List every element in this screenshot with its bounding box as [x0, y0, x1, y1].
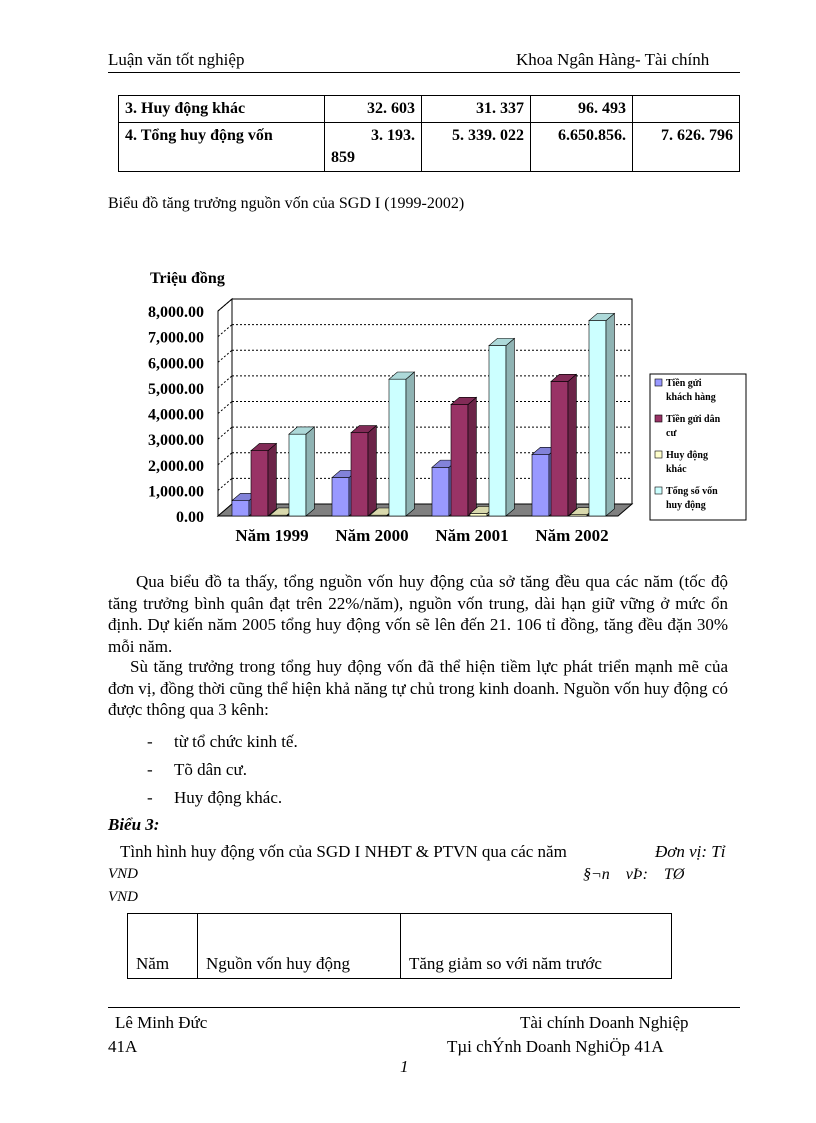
y-tick-label: 6,000.00 [148, 355, 204, 373]
table-intro: Tình hình huy động vốn của SGD I NHĐT & PTVN qua các năm [120, 842, 567, 861]
bar [389, 379, 406, 516]
legend-label: huy động [666, 500, 706, 511]
legend-swatch [655, 451, 662, 458]
legend-label: Tổng số vốn [666, 486, 718, 497]
bar [351, 433, 368, 516]
y-axis-title: Triệu đồng [150, 270, 225, 287]
table-cell: 31. 337 [422, 96, 531, 123]
bar [589, 321, 606, 516]
bar-side [568, 374, 576, 516]
legend-swatch [655, 379, 662, 386]
legend-label: khách hàng [666, 392, 716, 403]
table-cell: 96. 493 [531, 96, 633, 123]
legend-label: cư [666, 428, 677, 439]
bar [470, 514, 487, 516]
x-tick-label: Năm 2000 [335, 526, 409, 545]
bar [432, 467, 449, 516]
y-tick-label: 5,000.00 [148, 380, 204, 398]
unit-label: Đơn vị: Tỉ [655, 842, 726, 861]
x-tick-label: Năm 2001 [435, 526, 509, 545]
table-cell: 4. Tổng huy động vốn [119, 123, 325, 172]
unit-vnd: VND [108, 866, 138, 882]
legend-label: Tiền gửi dân [666, 414, 721, 425]
y-tick-label: 8,000.00 [148, 304, 204, 321]
unit-vnd-2: VND [108, 889, 138, 905]
y-tick-label: 2,000.00 [148, 457, 204, 475]
footer-author: Lê Minh Đức [115, 1013, 208, 1032]
y-tick-label: 4,000.00 [148, 406, 204, 424]
page-number: 1 [400, 1057, 409, 1076]
bar [332, 478, 349, 516]
table-cell: 7. 626. 796 [633, 123, 740, 172]
legend-label: Huy động [666, 450, 708, 461]
bar-side [406, 372, 414, 516]
footer-rule [108, 1007, 740, 1008]
bar [451, 405, 468, 516]
bar-side [306, 427, 314, 516]
bar [532, 455, 549, 517]
chart-caption: Biểu đồ tăng trưởng nguồn vốn của SGD I (1999-2002) [108, 195, 465, 212]
bar-side [606, 313, 614, 516]
footer-garbled: Tµi chÝnh Doanh NghiÖp 41A [447, 1037, 664, 1056]
bar [551, 381, 568, 516]
footer-class: 41A [108, 1037, 138, 1056]
y-tick-label: 7,000.00 [148, 329, 204, 347]
header-left: Luận văn tốt nghiệp [108, 50, 245, 69]
section-label: Biểu 3: [108, 815, 160, 834]
legend-swatch [655, 415, 662, 422]
table-row [128, 914, 672, 979]
bar-side [268, 443, 276, 516]
cell-line: 3. 193. [371, 127, 415, 144]
list-item: - từ tổ chức kinh tế. [147, 732, 298, 751]
table-header-cell: Năm [128, 914, 198, 979]
bar [232, 501, 249, 516]
legend-label: Tiền gửi [666, 378, 702, 389]
x-tick-label: Năm 1999 [235, 526, 309, 545]
table-header-cell: Tăng giảm so với năm trước [401, 914, 672, 979]
garbled-unit: §¬n vÞ: TØ [583, 866, 685, 883]
table-cell: 6.650.856. [531, 123, 633, 172]
bar [289, 434, 306, 516]
growth-chart [0, 0, 816, 560]
y-tick-label: 1,000.00 [148, 483, 204, 501]
table-cell: 32. 603 [325, 96, 422, 123]
y-tick-label: 0.00 [176, 509, 204, 526]
list-item: - Tõ dân cư. [147, 760, 247, 779]
x-tick-label: Năm 2002 [535, 526, 609, 545]
y-tick-label: 3,000.00 [148, 432, 204, 450]
paragraph-1: Qua biểu đồ ta thấy, tổng nguồn vốn huy động của sở tăng đều qua các năm (tốc độ tăng trưởng bình quân đạt trên 22%/năm), nguồn vốn trung, dài hạn giữ vững ở mức ổn định. Dự kiến năm 2005 tổng huy động vốn sẽ lên đến 21. 106 tỉ đồng, tăng đều đặn 30% mỗi năm. [108, 572, 728, 656]
list-item: - Huy động khác. [147, 788, 283, 807]
table-cell: 5. 339. 022 [422, 123, 531, 172]
footer-dept: Tài chính Doanh Nghiệp [520, 1013, 689, 1032]
cell-line: 859 [331, 149, 355, 166]
bar-side [506, 338, 514, 516]
legend-label: khác [666, 464, 687, 475]
paragraph-2: Sù tăng trưởng trong tổng huy động vốn đã thể hiện tiềm lực phát triển mạnh mẽ của đơn vị, đồng thời cũng thể hiện khả năng tự chủ trong kinh doanh. Nguồn vốn huy động có được thông qua 3 kênh: [108, 657, 728, 719]
table-header-cell: Nguồn vốn huy động [198, 914, 401, 979]
bar-side [468, 397, 476, 516]
bar [489, 346, 506, 516]
legend-swatch [655, 487, 662, 494]
mobilization-table [127, 913, 672, 979]
bar-side [368, 426, 376, 516]
table-cell: 3. Huy động khác [119, 96, 325, 123]
bar [251, 451, 268, 516]
header-right: Khoa Ngân Hàng- Tài chính [516, 50, 710, 69]
